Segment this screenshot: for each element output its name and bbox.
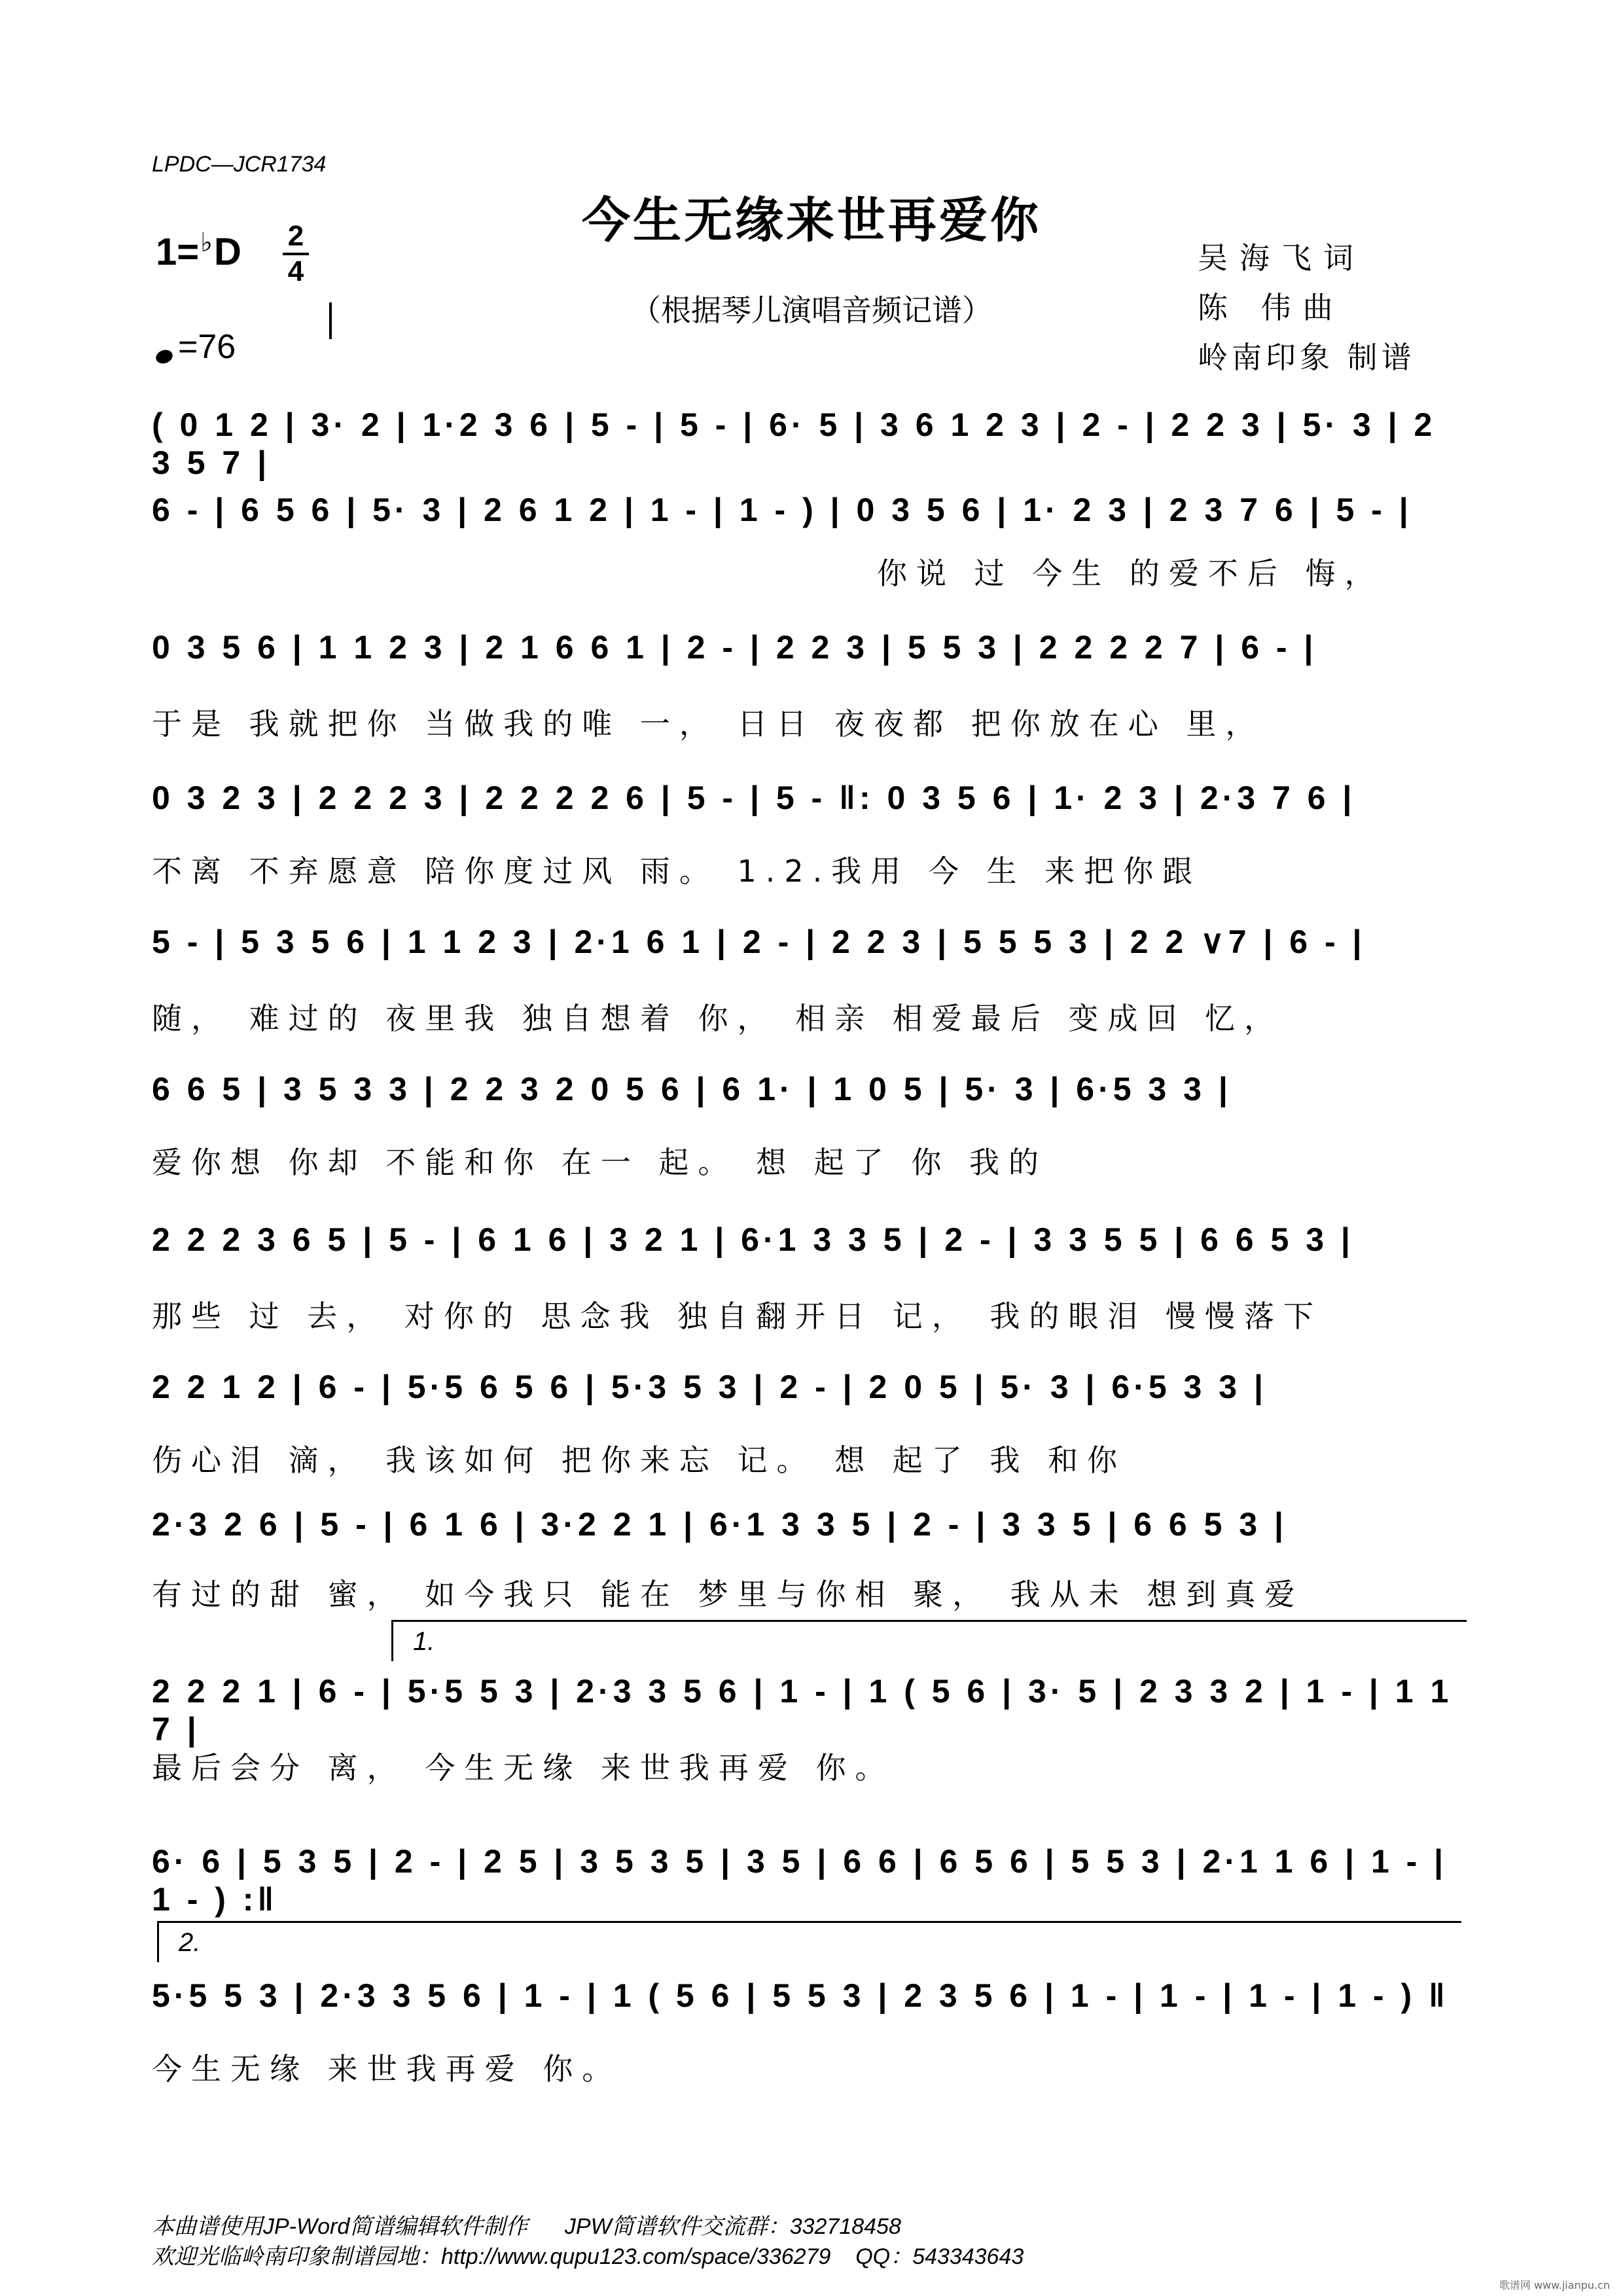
music-line-11: 6· 6 | 5 3 5 | 2 - | 2 5 | 3 5 3 5 | 3 5 | 6 6 | 6 5 6 | 5 5 3 | 2·1 1 6 | 1 - | 1 - ) :‖	[152, 1843, 1448, 1918]
lyric-line-4: 不离 不弃愿意 陪你度过风 雨。 1.2.我用 今 生 来把你跟	[152, 853, 1202, 889]
page-title: 今生无缘来世再爱你	[582, 192, 1041, 249]
second-ending-bracket	[157, 1921, 1461, 1962]
footer-line-1	[152, 2208, 901, 2240]
subtitle: （根据琴儿演唱音频记谱）	[631, 293, 992, 328]
tempo-value: =76	[178, 328, 236, 366]
footer-line-2	[152, 2238, 1024, 2270]
music-line-3: 0 3 5 6 | 1 1 2 3 | 2 1 6 6 1 | 2 - | 2 2 3 | 5 5 3 | 2 2 2 2 7 | 6 - |	[152, 629, 1317, 666]
music-line-10: 2 2 2 1 | 6 - | 5·5 5 3 | 2·3 3 5 6 | 1 - | 1 ( 5 6 | 3· 5 | 2 3 3 2 | 1 - | 1 1 7 |	[152, 1673, 1453, 1748]
music-line-1: ( 0 1 2 | 3· 2 | 1·2 3 6 | 5 - | 5 - | 6· 5 | 3 6 1 2 3 | 2 - | 2 2 3 | 5· 3 | 2 3 5 7 |	[152, 406, 1436, 481]
time-bottom: 4	[287, 255, 304, 287]
lyric-line-7: 那些 过 去， 对你的 思念我 独自翻开日 记， 我的眼泪 慢慢落下	[152, 1299, 1323, 1334]
footer-software: 本曲谱使用JP-Word简谱编辑软件制作	[152, 2214, 528, 2239]
watermark: 歌谱网 www.jianpu.cn	[1499, 2279, 1610, 2291]
music-line-5: 5 - | 5 3 5 6 | 1 1 2 3 | 2·1 6 1 | 2 - | 2 2 3 | 5 5 5 3 | 2 2 ∨7 | 6 - |	[152, 924, 1366, 960]
footer-qq: QQ：543343643	[855, 2244, 1024, 2269]
time-top: 2	[287, 220, 304, 252]
lyric-line-12: 今生无缘 来世我再爱 你。	[152, 2051, 622, 2087]
music-line-6: 6 6 5 | 3 5 3 3 | 2 2 3 2 0 5 6 | 6 1· | 1 0 5 | 5· 3 | 6·5 3 3 |	[152, 1071, 1232, 1107]
key-signature	[156, 228, 241, 274]
footer-website: 欢迎光临岭南印象制谱园地：http://www.qupu123.com/space/336279	[152, 2244, 831, 2269]
lyric-line-3: 于是 我就把你 当做我的唯 一， 日日 夜夜都 把你放在心 里，	[152, 706, 1265, 742]
lyric-line-5: 随， 难过的 夜里我 独自想着 你， 相亲 相爱最后 变成回 忆，	[152, 1001, 1283, 1036]
lyric-line-8: 伤心泪 滴， 我该如何 把你来忘 记。 想 起了 我 和你	[152, 1443, 1126, 1478]
lyric-line-10: 最后会分 离， 今生无缘 来世我再爱 你。	[152, 1750, 895, 1785]
score-code: LPDC—JCR1734	[152, 152, 327, 177]
lyricist-credit: 吴海飞词	[1198, 240, 1365, 276]
quarter-note-icon	[154, 348, 174, 366]
tempo-marking	[156, 327, 236, 367]
lyric-line-6: 爱你想 你却 不能和你 在一 起。 想 起了 你 我的	[152, 1145, 1048, 1180]
music-line-9: 2·3 2 6 | 5 - | 6 1 6 | 3·2 2 1 | 6·1 3 3 5 | 2 - | 3 3 5 | 6 6 5 3 |	[152, 1506, 1287, 1543]
key-note: D	[214, 230, 241, 274]
lyric-line-9: 有过的甜 蜜， 如今我只 能在 梦里与你相 聚， 我从未 想到真爱	[152, 1577, 1304, 1612]
time-signature	[283, 221, 309, 287]
music-line-12: 5·5 5 3 | 2·3 3 5 6 | 1 - | 1 ( 5 6 | 5 5 3 | 2 3 5 6 | 1 - | 1 - | 1 - | 1 - ) ‖	[152, 1977, 1449, 2014]
music-line-4: 0 3 2 3 | 2 2 2 3 | 2 2 2 2 6 | 5 - | 5 - ‖: 0 3 5 6 | 1· 2 3 | 2·3 7 6 |	[152, 780, 1356, 816]
footer-group: JPW简谱软件交流群：332718458	[564, 2214, 901, 2239]
music-line-2: 6 - | 6 5 6 | 5· 3 | 2 6 1 2 | 1 - | 1 - ) | 0 3 5 6 | 1· 2 3 | 2 3 7 6 | 5 - |	[152, 492, 1412, 528]
lyric-line-2: 你说 过 今生 的爱不后 悔，	[877, 556, 1384, 591]
first-ending-label: 1.	[413, 1627, 435, 1656]
music-line-7: 2 2 2 3 6 5 | 5 - | 6 1 6 | 3 2 1 | 6·1 3 3 5 | 2 - | 3 3 5 5 | 6 6 5 3 |	[152, 1221, 1354, 1258]
key-prefix: 1=	[156, 230, 200, 274]
music-line-8: 2 2 1 2 | 6 - | 5·5 6 5 6 | 5·3 5 3 | 2 - | 2 0 5 | 5· 3 | 6·5 3 3 |	[152, 1369, 1267, 1405]
flat-sign: ♭	[200, 228, 213, 257]
first-ending-bracket	[391, 1620, 1467, 1661]
composer-credit: 陈 伟曲	[1198, 290, 1345, 325]
transcriber-credit: 岭南印象 制谱	[1198, 340, 1416, 375]
second-ending-label: 2.	[179, 1928, 201, 1957]
